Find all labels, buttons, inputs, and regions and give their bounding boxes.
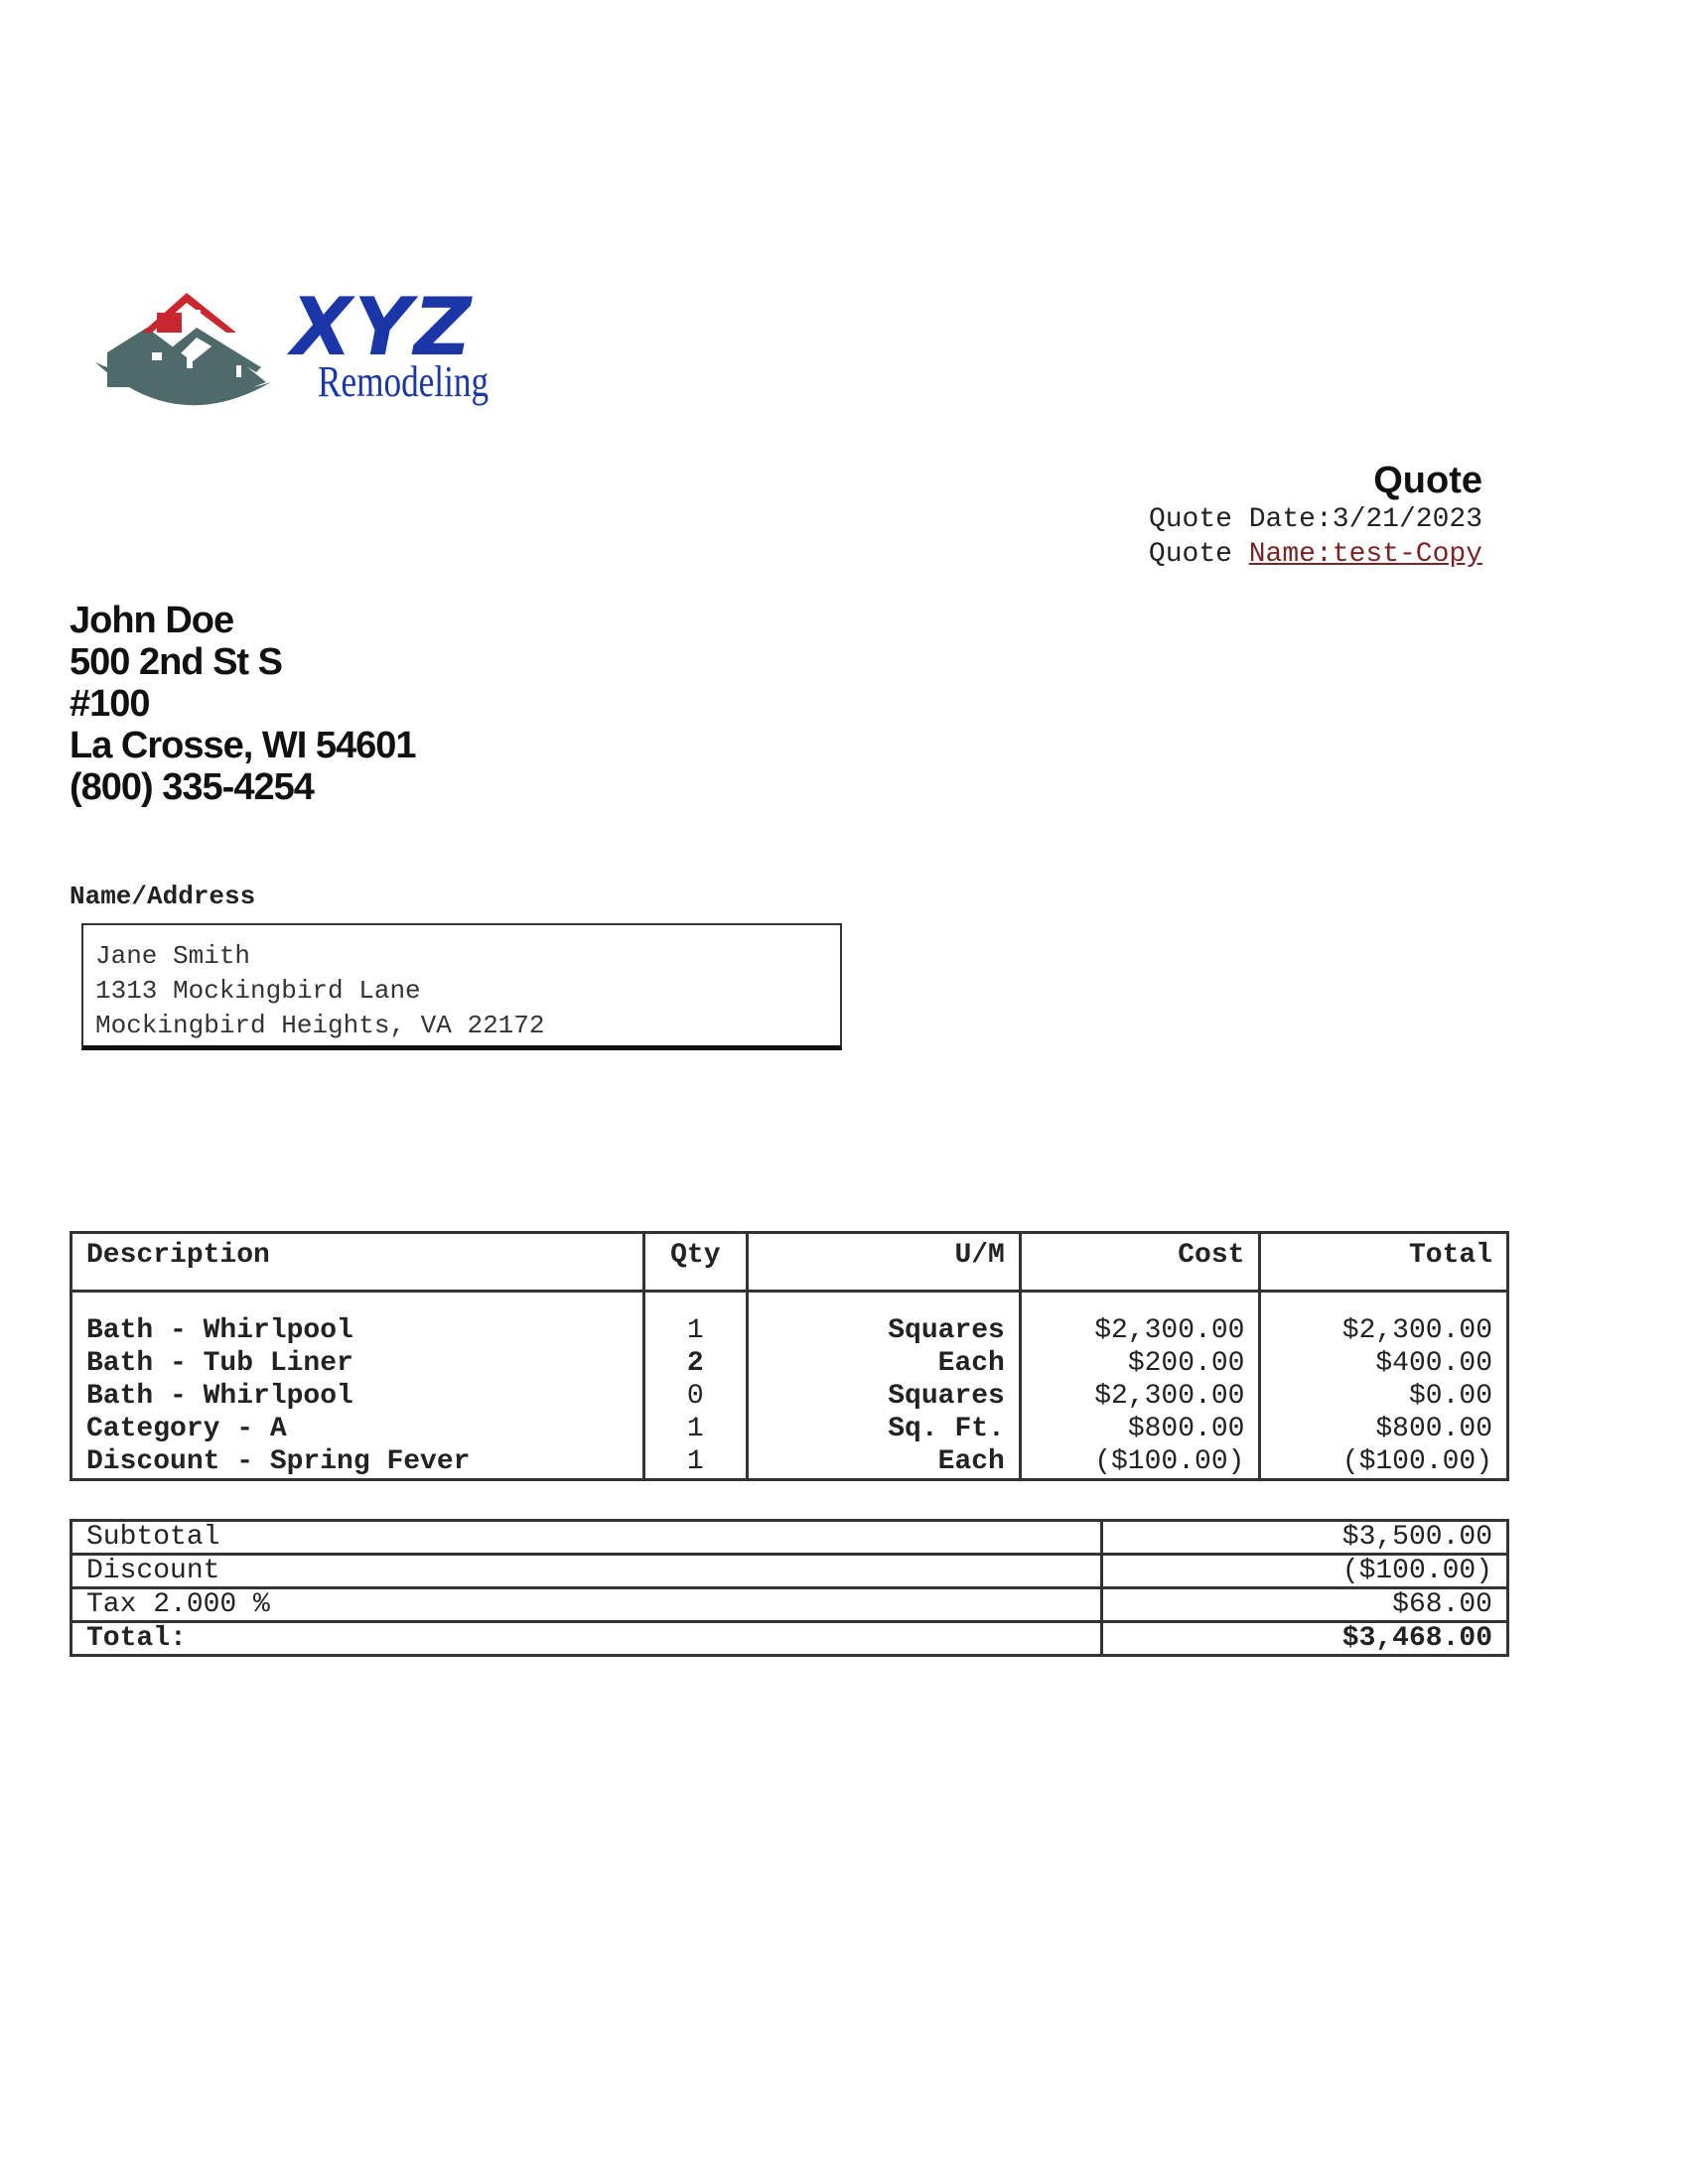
- cell-total: $0.00: [1260, 1380, 1508, 1413]
- sender-unit: #100: [70, 683, 150, 725]
- logo-subtitle: Remodeling: [318, 357, 490, 406]
- subtotal-value: $3,500.00: [1101, 1521, 1507, 1555]
- sender-phone: (800) 335-4254: [70, 766, 314, 808]
- cell-um: Each: [747, 1445, 1020, 1480]
- table-row: [71, 1445, 1508, 1480]
- cell-cost: $200.00: [1020, 1347, 1260, 1380]
- total-value: $3,468.00: [1101, 1622, 1507, 1656]
- cell-description: Category - A: [71, 1413, 644, 1445]
- cell-total: ($100.00): [1260, 1445, 1508, 1480]
- quote-header: [1149, 459, 1482, 572]
- table-row: [71, 1347, 1508, 1380]
- sender-address: [70, 600, 416, 808]
- header-um: U/M: [747, 1233, 1020, 1292]
- quote-title: Quote: [1373, 460, 1482, 501]
- discount-label: Discount: [71, 1555, 1102, 1588]
- totals-table: [70, 1519, 1509, 1657]
- cell-total: $400.00: [1260, 1347, 1508, 1380]
- sender-street: 500 2nd St S: [70, 641, 282, 683]
- cell-cost: $2,300.00: [1020, 1292, 1260, 1348]
- cell-cost: $800.00: [1020, 1413, 1260, 1445]
- name-address-box: [81, 923, 842, 1050]
- cell-qty: 1: [643, 1292, 747, 1348]
- cell-description: Bath - Tub Liner: [71, 1347, 644, 1380]
- table-header-row: [71, 1233, 1508, 1292]
- cell-qty: 1: [643, 1445, 747, 1480]
- quote-name-value: Name:test-Copy: [1248, 539, 1482, 570]
- table-row: [71, 1413, 1508, 1445]
- quote-date: Quote Date:3/21/2023: [1148, 504, 1482, 535]
- header-total: Total: [1260, 1233, 1508, 1292]
- quote-name-prefix: Quote: [1148, 539, 1249, 570]
- name-address-label: Name/Address: [70, 882, 256, 911]
- header-qty: Qty: [643, 1233, 747, 1292]
- recipient-line: Mockingbird Heights, VA 22172: [95, 1011, 545, 1040]
- table-row: [71, 1380, 1508, 1413]
- cell-um: Sq. Ft.: [747, 1413, 1020, 1445]
- cell-um: Squares: [747, 1380, 1020, 1413]
- cell-cost: $2,300.00: [1020, 1380, 1260, 1413]
- sender-name: John Doe: [70, 600, 234, 641]
- discount-value: ($100.00): [1101, 1555, 1507, 1588]
- cell-description: Bath - Whirlpool: [71, 1380, 644, 1413]
- cell-total: $2,300.00: [1260, 1292, 1508, 1348]
- cell-um: Each: [747, 1347, 1020, 1380]
- tax-label: Tax 2.000 %: [71, 1588, 1102, 1622]
- house-logo-icon: [87, 288, 286, 427]
- cell-description: Discount - Spring Fever: [71, 1445, 644, 1480]
- cell-qty: 1: [643, 1413, 747, 1445]
- discount-row: [71, 1555, 1508, 1588]
- cell-um: Squares: [747, 1292, 1020, 1348]
- table-row: [71, 1292, 1508, 1348]
- subtotal-row: [71, 1521, 1508, 1555]
- cell-qty: 2: [643, 1347, 747, 1380]
- header-cost: Cost: [1020, 1233, 1260, 1292]
- cell-qty: 0: [643, 1380, 747, 1413]
- quote-name-line: [1149, 537, 1482, 572]
- total-label: Total:: [71, 1622, 1102, 1656]
- company-logo: [87, 281, 524, 427]
- total-row: [71, 1622, 1508, 1656]
- tax-value: $68.00: [1101, 1588, 1507, 1622]
- subtotal-label: Subtotal: [71, 1521, 1102, 1555]
- line-items-table: [70, 1231, 1509, 1481]
- header-description: Description: [71, 1233, 644, 1292]
- sender-city: La Crosse, WI 54601: [70, 725, 416, 766]
- recipient-line: 1313 Mockingbird Lane: [95, 976, 421, 1006]
- tax-row: [71, 1588, 1508, 1622]
- cell-cost: ($100.00): [1020, 1445, 1260, 1480]
- cell-total: $800.00: [1260, 1413, 1508, 1445]
- cell-description: Bath - Whirlpool: [71, 1292, 644, 1348]
- recipient-line: Jane Smith: [95, 941, 251, 971]
- logo-brand: XYZ: [291, 281, 474, 373]
